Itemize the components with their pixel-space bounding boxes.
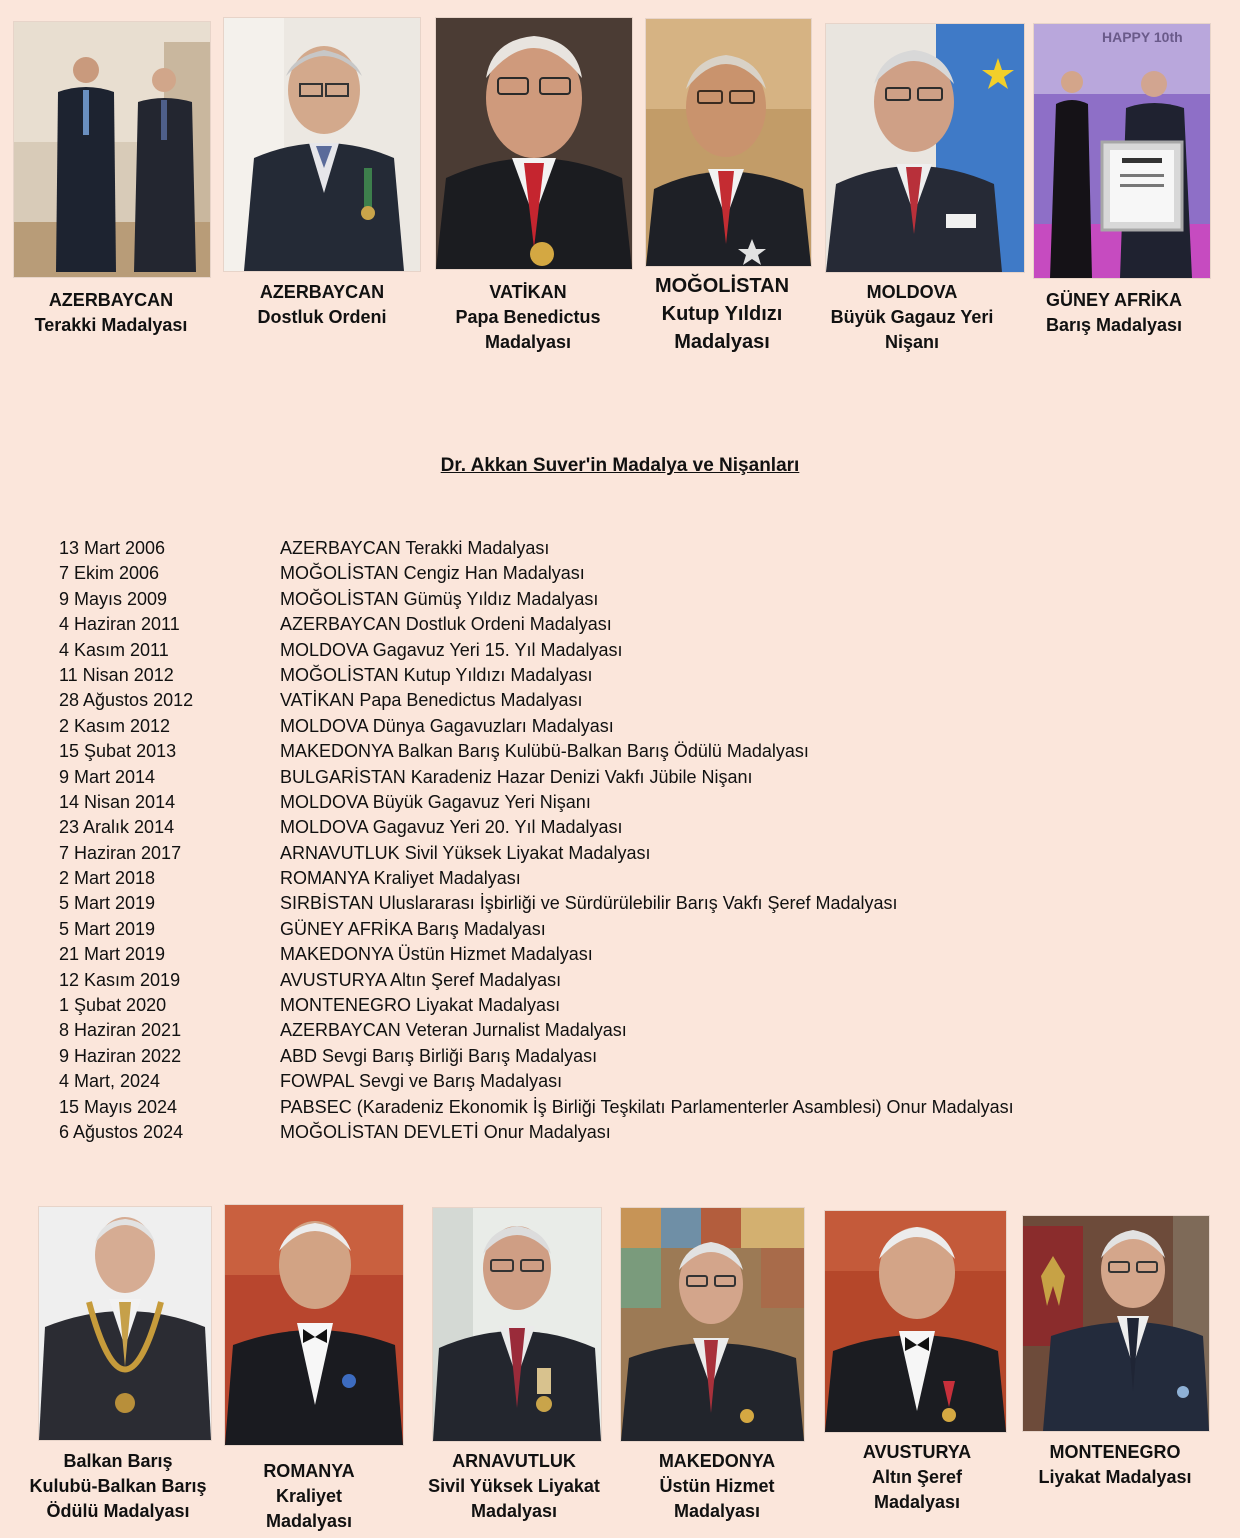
list-item xyxy=(59,917,1014,942)
award-name: SIRBİSTAN Uluslararası İşbirliği ve Sürdürülebilir Barış Vakfı Şeref Madalyası xyxy=(280,893,898,914)
caption-romanya xyxy=(214,1459,404,1534)
list-item xyxy=(59,688,1014,713)
caption-line: Terakki Madalyası xyxy=(34,315,188,335)
list-item xyxy=(59,739,1014,764)
caption-line: Madalyası xyxy=(673,1501,761,1521)
award-date: 14 Nisan 2014 xyxy=(59,791,176,812)
caption-azerbaycan-dostluk xyxy=(222,280,422,330)
award-date: 6 Ağustos 2024 xyxy=(59,1121,184,1142)
caption-country: AZERBAYCAN xyxy=(48,290,174,310)
caption-country: GÜNEY AFRİKA xyxy=(1045,290,1182,310)
caption-montenegro xyxy=(1022,1440,1208,1490)
photo-balkan-baris xyxy=(39,1207,211,1440)
award-name: MOĞOLİSTAN Kutup Yıldızı Madalyası xyxy=(280,664,593,685)
list-item xyxy=(59,587,1014,612)
award-name: MOLDOVA Büyük Gagavuz Yeri Nişanı xyxy=(280,791,591,812)
caption-line: ROMANYA xyxy=(263,1461,355,1481)
caption-line: Liyakat Madalyası xyxy=(1038,1467,1192,1487)
list-item xyxy=(59,536,1014,561)
caption-country: MOLDOVA xyxy=(866,282,958,302)
list-item xyxy=(59,1120,1014,1145)
list-item xyxy=(59,790,1014,815)
caption-line: Barış Madalyası xyxy=(1045,315,1183,335)
list-item xyxy=(59,866,1014,891)
caption-line: Dostluk Ordeni xyxy=(257,307,387,327)
award-name: AZERBAYCAN Dostluk Ordeni Madalyası xyxy=(280,614,612,635)
award-date: 2 Mart 2018 xyxy=(59,868,156,889)
list-item xyxy=(59,1018,1014,1043)
photo-guney-afrika xyxy=(1034,24,1210,278)
list-item xyxy=(59,993,1014,1018)
caption-line: Balkan Barış xyxy=(63,1451,173,1471)
caption-line: Üstün Hizmet xyxy=(659,1476,775,1496)
caption-country: VATİKAN xyxy=(489,282,567,302)
caption-country: MOĞOLİSTAN xyxy=(654,275,790,297)
banner-text: HAPPY 10th xyxy=(1102,29,1183,45)
caption-line: ARNAVUTLUK xyxy=(452,1451,576,1471)
photo-azerbaycan-terakki xyxy=(14,22,210,277)
caption-line: Kulubü-Balkan Barış xyxy=(29,1476,207,1496)
photo-azerbaycan-dostluk xyxy=(224,18,420,271)
caption-line: MONTENEGRO xyxy=(1049,1442,1181,1462)
award-date: 1 Şubat 2020 xyxy=(59,995,167,1016)
award-date: 12 Kasım 2019 xyxy=(59,969,181,990)
award-date: 4 Kasım 2011 xyxy=(59,639,169,660)
award-name: AVUSTURYA Altın Şeref Madalyası xyxy=(280,969,562,990)
award-name: MONTENEGRO Liyakat Madalyası xyxy=(280,995,561,1016)
list-item xyxy=(59,638,1014,663)
page-title: Dr. Akkan Suver'in Madalya ve Nişanları xyxy=(440,455,800,476)
photo-makedonya xyxy=(621,1208,804,1441)
award-name: MOLDOVA Gagavuz Yeri 15. Yıl Madalyası xyxy=(280,639,623,660)
list-item xyxy=(59,968,1014,993)
caption-vatikan xyxy=(430,280,626,355)
caption-line: Altın Şeref xyxy=(871,1467,963,1487)
award-name: ARNAVUTLUK Sivil Yüksek Liyakat Madalyası xyxy=(280,842,651,863)
award-name: PABSEC (Karadeniz Ekonomik İş Birliği Teşkilatı Parlamenterler Asamblesi) Onur Madalyası xyxy=(280,1096,1014,1117)
award-name: ABD Sevgi Barış Birliği Barış Madalyası xyxy=(280,1045,598,1066)
award-date: 9 Haziran 2022 xyxy=(59,1045,182,1066)
award-date: 7 Haziran 2017 xyxy=(59,842,182,863)
award-name: AZERBAYCAN Terakki Madalyası xyxy=(280,538,550,558)
caption-line: MAKEDONYA xyxy=(658,1451,776,1471)
list-item xyxy=(59,891,1014,916)
award-date: 15 Şubat 2013 xyxy=(59,741,177,762)
award-date: 13 Mart 2006 xyxy=(59,538,166,558)
awards-list xyxy=(59,536,1014,1145)
award-date: 15 Mayıs 2024 xyxy=(59,1096,178,1117)
award-name: MAKEDONYA Balkan Barış Kulübü-Balkan Barış Ödülü Madalyası xyxy=(280,741,809,762)
caption-line: Madalyası xyxy=(674,331,770,353)
caption-line: Kutup Yıldızı xyxy=(661,303,783,325)
caption-line: Madalyası xyxy=(265,1511,353,1531)
caption-line: Sivil Yüksek Liyakat xyxy=(428,1476,600,1496)
list-item xyxy=(59,1069,1014,1094)
award-name: GÜNEY AFRİKA Barış Madalyası xyxy=(280,918,546,939)
award-name: BULGARİSTAN Karadeniz Hazar Denizi Vakfı Jübile Nişanı xyxy=(280,766,753,787)
list-item xyxy=(59,765,1014,790)
caption-guney-afrika xyxy=(1024,288,1204,338)
caption-arnavutluk xyxy=(414,1449,614,1524)
photo-mogolistan xyxy=(646,19,811,266)
list-item xyxy=(59,561,1014,586)
award-date: 23 Aralık 2014 xyxy=(59,817,175,838)
award-date: 21 Mart 2019 xyxy=(59,944,166,965)
award-name: MOĞOLİSTAN DEVLETİ Onur Madalyası xyxy=(280,1121,611,1142)
award-date: 9 Mayıs 2009 xyxy=(59,588,168,609)
list-item xyxy=(59,663,1014,688)
caption-line: Nişanı xyxy=(884,332,940,352)
award-name: AZERBAYCAN Veteran Jurnalist Madalyası xyxy=(280,1020,627,1041)
caption-azerbaycan-terakki xyxy=(12,288,210,338)
award-date: 5 Mart 2019 xyxy=(59,918,156,939)
award-date: 4 Mart, 2024 xyxy=(59,1071,161,1092)
caption-line: Büyük Gagauz Yeri xyxy=(830,307,994,327)
caption-balkan-baris xyxy=(18,1449,218,1524)
list-item xyxy=(59,815,1014,840)
list-item xyxy=(59,1095,1014,1120)
caption-line: Madalyası xyxy=(484,332,572,352)
photo-vatikan xyxy=(436,18,632,269)
caption-line: Kraliyet xyxy=(275,1486,343,1506)
caption-line: Papa Benedictus xyxy=(455,307,601,327)
caption-mogolistan xyxy=(636,272,808,356)
list-item xyxy=(59,1044,1014,1069)
caption-line: Madalyası xyxy=(470,1501,558,1521)
photo-montenegro xyxy=(1023,1216,1209,1431)
award-name: MOĞOLİSTAN Cengiz Han Madalyası xyxy=(280,563,585,584)
caption-line: Ödülü Madalyası xyxy=(46,1501,190,1521)
photo-arnavutluk xyxy=(433,1208,601,1441)
list-item xyxy=(59,714,1014,739)
award-date: 11 Nisan 2012 xyxy=(59,664,174,685)
list-item xyxy=(59,612,1014,637)
photo-avusturya xyxy=(825,1211,1006,1432)
award-name: MOĞOLİSTAN Gümüş Yıldız Madalyası xyxy=(280,588,599,609)
caption-line: AVUSTURYA xyxy=(862,1442,972,1462)
award-date: 7 Ekim 2006 xyxy=(59,563,160,584)
award-date: 4 Haziran 2011 xyxy=(59,614,180,635)
caption-country: AZERBAYCAN xyxy=(259,282,385,302)
award-date: 2 Kasım 2012 xyxy=(59,715,171,736)
award-name: VATİKAN Papa Benedictus Madalyası xyxy=(280,690,583,711)
caption-makedonya xyxy=(620,1449,814,1524)
award-name: MAKEDONYA Üstün Hizmet Madalyası xyxy=(280,944,593,965)
caption-line: Madalyası xyxy=(873,1492,961,1512)
list-item xyxy=(59,942,1014,967)
award-name: MOLDOVA Gagavuz Yeri 20. Yıl Madalyası xyxy=(280,817,623,838)
caption-moldova xyxy=(814,280,1010,355)
caption-avusturya xyxy=(822,1440,1012,1515)
award-date: 28 Ağustos 2012 xyxy=(59,690,194,711)
award-name: FOWPAL Sevgi ve Barış Madalyası xyxy=(280,1071,563,1092)
award-name: ROMANYA Kraliyet Madalyası xyxy=(280,868,521,889)
list-item xyxy=(59,841,1014,866)
photo-moldova xyxy=(826,24,1024,272)
award-date: 9 Mart 2014 xyxy=(59,766,156,787)
award-date: 8 Haziran 2021 xyxy=(59,1020,182,1041)
photo-romanya xyxy=(225,1205,403,1445)
award-name: MOLDOVA Dünya Gagavuzları Madalyası xyxy=(280,715,614,736)
award-date: 5 Mart 2019 xyxy=(59,893,156,914)
